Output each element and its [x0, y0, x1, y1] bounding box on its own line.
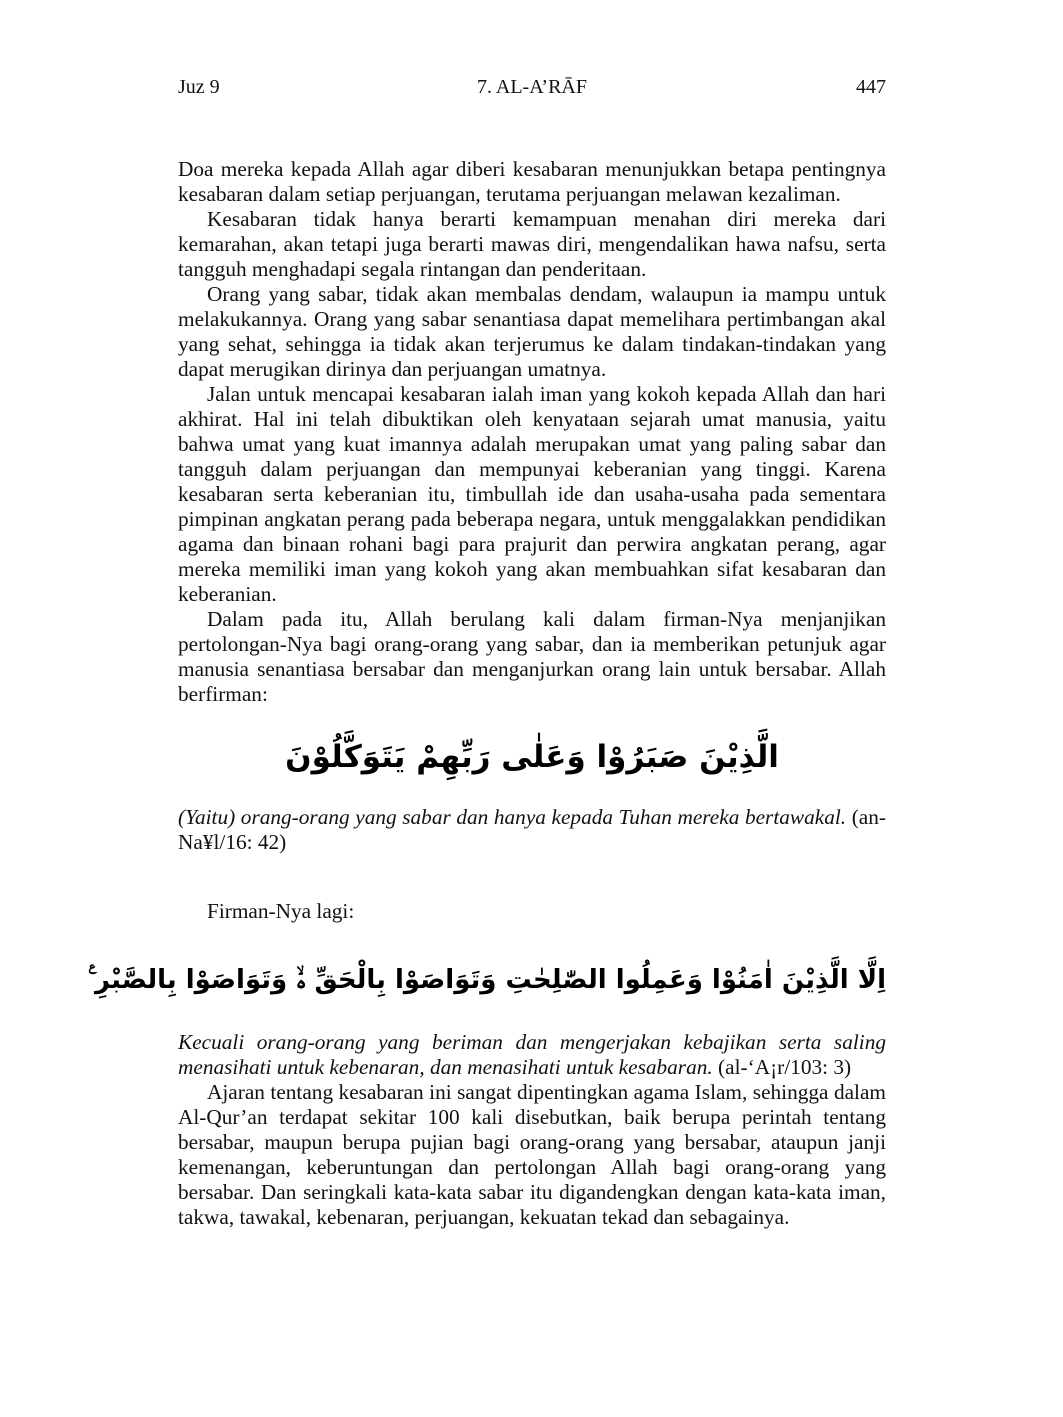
verse-1-translation-block: [178, 805, 886, 855]
verse-2-translation-block: [178, 1030, 886, 1080]
verse-2-reference: (al-‘A¡r/103: 3): [718, 1055, 852, 1079]
verse-1-translation: (Yaitu) orang-orang yang sabar dan hanya kepada Tuhan mereka bertawakal.: [178, 805, 847, 829]
paragraph-5: Dalam pada itu, Allah berulang kali dalam firman-Nya menjanjikan pertolongan-Nya bagi orang-orang yang sabar, dan ia memberikan petunjuk agar manusia senantiasa bersabar dan menganjurkan orang lain untuk bersabar. Allah berfirman:: [178, 607, 886, 706]
closing-paragraph: Ajaran tentang kesabaran ini sangat dipentingkan agama Islam, sehingga dalam Al-Qur’an terdapat sekitar 100 kali disebutkan, baik berupa perintah tentang bersabar, maupun berupa pujian bagi orang-orang yang bersabar, ataupun janji kemenangan, keberuntungan dan pertolongan Allah bagi orang-orang yang bersabar. Dan seringkali kata-kata sabar itu digandengkan dengan kata-kata iman, takwa, tawakal, kebenaran, perjuangan, kekuatan tekad dan sebagainya.: [178, 1080, 886, 1229]
verse-2-translation: Kecuali orang-orang yang beriman dan mengerjakan kebajikan serta saling menasihati untuk kebenaran, dan menasihati untuk kesabaran.: [178, 1030, 886, 1079]
verse-1-reference: (an-Na¥l/16: 42): [178, 805, 886, 854]
firman-intro: Firman-Nya lagi:: [207, 899, 355, 923]
paragraph-2: Kesabaran tidak hanya berarti kemampuan menahan diri mereka dari kemarahan, akan tetapi juga berarti mawas diri, mengendalikan hawa nafsu, serta tangguh menghadapi segala rintangan dan penderitaan.: [178, 207, 886, 281]
juz-label: Juz 9: [178, 76, 220, 98]
paragraph-1: Doa mereka kepada Allah agar diberi kesabaran menunjukkan betapa pentingnya kesabaran dalam setiap perjuangan, terutama perjuangan melawan kezaliman.: [178, 157, 886, 206]
page-number: 447: [856, 76, 886, 98]
page-body: [88, 157, 886, 1230]
surah-title: 7. AL-A’RĀF: [476, 76, 587, 98]
arabic-verse-2: اِلَّا الَّذِيْنَ اٰمَنُوْا وَعَمِلُوا الصّٰلِحٰتِ وَتَوَاصَوْا بِالْحَقِّ ەۙ وَتَوَاصَوْا بِالصَّبْرِ ࣖ: [88, 965, 886, 995]
paragraph-4: Jalan untuk mencapai kesabaran ialah iman yang kokoh kepada Allah dan hari akhirat. Hal ini telah dibuktikan oleh kenyataan sejarah umat manusia, yaitu bahwa umat yang kuat imannya adalah merupakan umat yang paling sabar dan tangguh dalam perjuangan dan mempunyai keberanian yang tinggi. Karena kesabaran serta keberanian itu, timbullah ide dan usaha-usaha pada sementara pimpinan angkatan perang pada beberapa negara, untuk menggalakkan pendidikan agama dan binaan rohani bagi para prajurit dan perwira angkatan perang, agar mereka memiliki iman yang kokoh yang akan membuahkan sifat kesabaran dan keberanian.: [178, 382, 886, 606]
paragraph-3: Orang yang sabar, tidak akan membalas dendam, walaupun ia mampu untuk melakukannya. Orang yang sabar senantiasa dapat memelihara pertimbangan akal yang sehat, sehingga ia tidak akan terjerumus ke dalam tindakan-tindakan yang dapat merugikan dirinya dan perjuangan umatnya.: [178, 282, 886, 381]
arabic-verse-1: الَّذِيْنَ صَبَرُوْا وَعَلٰى رَبِّهِمْ يَتَوَكَّلُوْنَ: [285, 739, 779, 775]
page-header: [178, 76, 886, 106]
